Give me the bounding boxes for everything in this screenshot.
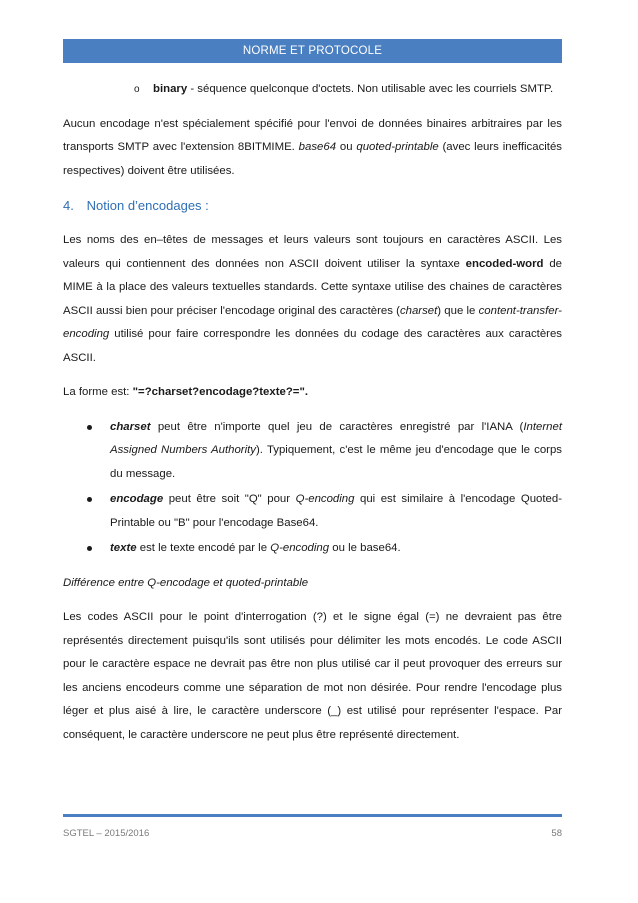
bullet-dot-icon (87, 425, 92, 430)
bullet-text: peut être n'importe quel jeu de caractères enregistré par l'IANA ( (150, 420, 524, 433)
bullet-item-encodage (63, 488, 562, 535)
bullet-item-charset (63, 416, 562, 487)
sub-item-text: - séquence quelconque d'octets. Non utilisable avec les courriels SMTP. (187, 83, 554, 95)
bullet-em: Q-encoding (295, 493, 355, 505)
bullet-list (63, 416, 562, 561)
para2-bold-encoded-word: encoded-word (465, 257, 544, 270)
bullet-text: peut être soit "Q" pour (163, 493, 296, 505)
footer-left-text: SGTEL – 2015/2016 (63, 828, 150, 839)
subheading (63, 572, 562, 596)
sub-list-item (63, 78, 562, 102)
para1-em-quoted: quoted-printable (356, 141, 439, 153)
bullet-item-texte (63, 537, 562, 561)
paragraph-8bitmime (63, 113, 562, 184)
circle-bullet-icon: o (134, 84, 140, 95)
subheading-text: Différence entre Q-encodage et quoted-printable (63, 576, 309, 589)
section-title: Notion d’encodages : (86, 198, 209, 213)
para1-end: (avec leurs inefficacités respectives) doivent être utilisées. (63, 141, 562, 177)
bullet-term: texte (110, 542, 137, 554)
form-label: La forme est: (63, 386, 133, 398)
para1-em-base64: base64 (298, 141, 337, 153)
para2-em-charset: charset (399, 304, 438, 317)
bullet-text: ). Typiquement, c'est le même jeu d'encodage que le corps du message. (110, 444, 562, 480)
bullet-em: Internet Assigned Numbers Authority (110, 420, 562, 456)
section-number: 4. (63, 198, 74, 213)
bullet-text: ou le base64. (329, 542, 401, 554)
para2-t1: Les noms des en–têtes de messages et leurs valeurs sont toujours en caractères ASCII. Les valeurs qui contiennent des données non ASCII doivent utiliser la syntaxe (63, 234, 562, 270)
para1-text: Aucun encodage n'est spécialement spécifié pour l'envoi de données binaires arbitraires par les transports SMTP avec l'extension 8BITMIME. (63, 117, 562, 153)
bullet-dot-icon (87, 546, 92, 551)
document-body (63, 74, 562, 747)
bullet-text: qui est similaire à l'encodage Quoted-Printable ou "B" pour l'encodage Base64. (110, 493, 562, 529)
para1-mid: ou (336, 141, 357, 153)
para2-t2: de MIME à la place des valeurs textuelles standards. Cette syntaxe utilise des chaines de caractères ASCII aussi bien pour préciser l'encodage original des caractères ( (63, 257, 562, 317)
paragraph-encoded-word (63, 229, 562, 370)
para2-em-cte: content-transfer-encoding (63, 304, 562, 340)
bullet-dot-icon (87, 497, 92, 502)
page-header (63, 39, 562, 63)
form-value: "=?charset?encodage?texte?=". (132, 386, 309, 398)
bullet-em: Q-encoding (270, 542, 330, 554)
bullet-term: charset (110, 420, 151, 433)
paragraph-ascii-codes: Les codes ASCII pour le point d'interrogation (?) et le signe égal (=) ne devraient pas être représentés directement puisqu'ils sont utilisés pour délimiter les mots encodés. Le code ASCII pour le caractère espace ne devrait pas être non plus utilisé car il peut provoquer des erreurs sur les anciens encodeurs comme une séparation de mot non désirée. Pour rendre l'encodage plus léger et plus aisé à lire, le caractère underscore (_) est utilisé pour représenter l'espace. Par conséquent, le caractère underscore ne peut plus être représenté directement. (63, 611, 562, 741)
section-heading (63, 194, 562, 218)
page-number: 58 (551, 828, 562, 839)
sub-item-term: binary (153, 83, 188, 95)
header-title: NORME ET PROTOCOLE (242, 45, 383, 57)
bullet-text: est le texte encodé par le (136, 542, 271, 554)
bullet-term: encodage (110, 493, 164, 505)
para2-t3: ) que le (437, 304, 479, 317)
para2-t4: utilisé pour faire correspondre les données du codage des caractères aux caractères ASCII. (63, 328, 562, 364)
form-line (63, 381, 562, 405)
footer-rule (63, 814, 562, 817)
